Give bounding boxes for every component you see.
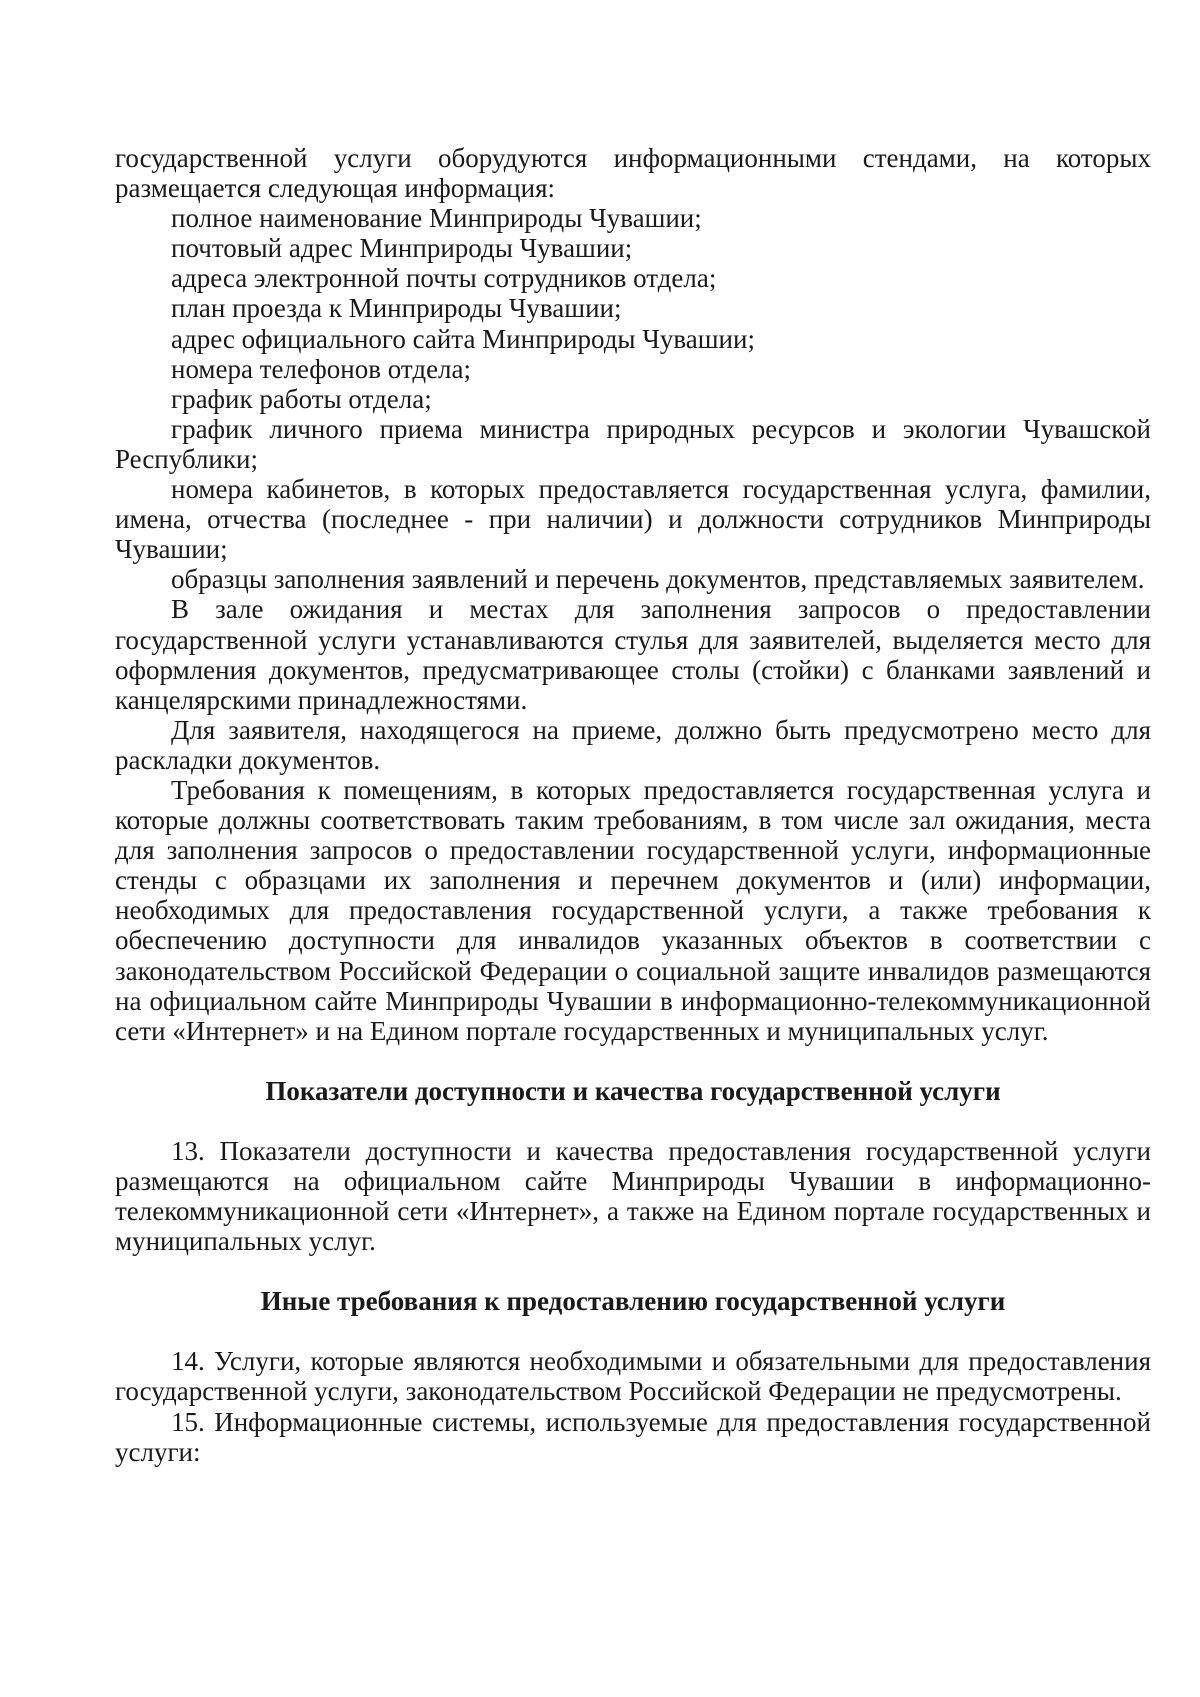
list-item-samples: образцы заполнения заявлений и перечень документов, представляемых заявителем. — [171, 564, 1145, 595]
list-item-email: адреса электронной почты сотрудников отдела; — [171, 263, 717, 294]
list-item-schedule: график работы отдела; — [171, 383, 432, 414]
list-item-full-name: полное наименование Минприроды Чувашии; — [171, 203, 702, 234]
spacer — [115, 1256, 1151, 1286]
list-item-route-plan: план проезда к Минприроды Чувашии; — [171, 293, 622, 324]
paragraph-14: 14. Услуги, которые являются необходимыми и обязательными для предоставления государственной услуги, законодательством Российской Федерации не предусмотрены. — [115, 1346, 1151, 1407]
list-item-offices: номера кабинетов, в которых предоставляется государственная услуга, фамилии, имена, отчества (последнее - при наличии) и должности сотрудников Минприроды Чувашии; — [115, 474, 1151, 565]
list-item-minister-reception: график личного приема министра природных ресурсов и экологии Чувашской Республики; — [115, 413, 1151, 474]
section-heading-other-requirements: Иные требования к предоставлению государственной услуги — [260, 1286, 1006, 1317]
paragraph-waiting-hall: В зале ожидания и местах для заполнения запросов о предоставлении государственной услуги устанавливаются стулья для заявителей, выделяется место для оформления документов, предусматривающее столы (стойки) с бланками заявлений и канцелярскими принадлежностями. — [115, 594, 1151, 715]
section-heading-accessibility: Показатели доступности и качества государственной услуги — [265, 1075, 1001, 1106]
paragraph-15: 15. Информационные системы, используемые для предоставления государственной услуги: — [115, 1406, 1151, 1467]
list-item-phones: номера телефонов отдела; — [171, 353, 472, 384]
list-item-website: адрес официального сайта Минприроды Чувашии; — [171, 323, 755, 354]
spacer — [115, 1106, 1151, 1136]
spacer — [115, 1046, 1151, 1076]
list-item-postal-address: почтовый адрес Минприроды Чувашии; — [171, 233, 633, 264]
paragraph-applicant-place: Для заявителя, находящегося на приеме, должно быть предусмотрено место для раскладки документов. — [115, 714, 1151, 775]
paragraph-13: 13. Показатели доступности и качества предоставления государственной услуги размещаются на официальном сайте Минприроды Чувашии в информационно-телекоммуникационной сети «Интернет», а также на Едином портале государственных и муниципальных услуг. — [115, 1135, 1151, 1257]
document-page — [115, 143, 1151, 1467]
paragraph-stands-intro: государственной услуги оборудуются информационными стендами, на которых размещается следующая информация: — [115, 143, 1151, 204]
spacer — [115, 1316, 1151, 1346]
paragraph-premises-requirements: Требования к помещениям, в которых предоставляется государственная услуга и которые должны соответствовать таким требованиям, в том числе зал ожидания, места для заполнения запросов о предоставлении государственной услуги, информационные стенды с образцами их заполнения и перечнем документов и (или) информации, необходимых для предоставления государственной услуги, а также требования к обеспечению доступности для инвалидов указанных объектов в соответствии с законодательством Российской Федерации о социальной защите инвалидов размещаются на официальном сайте Минприроды Чувашии в информационно-телекоммуникационной сети «Интернет» и на Едином портале государственных и муниципальных услуг. — [115, 774, 1151, 1046]
